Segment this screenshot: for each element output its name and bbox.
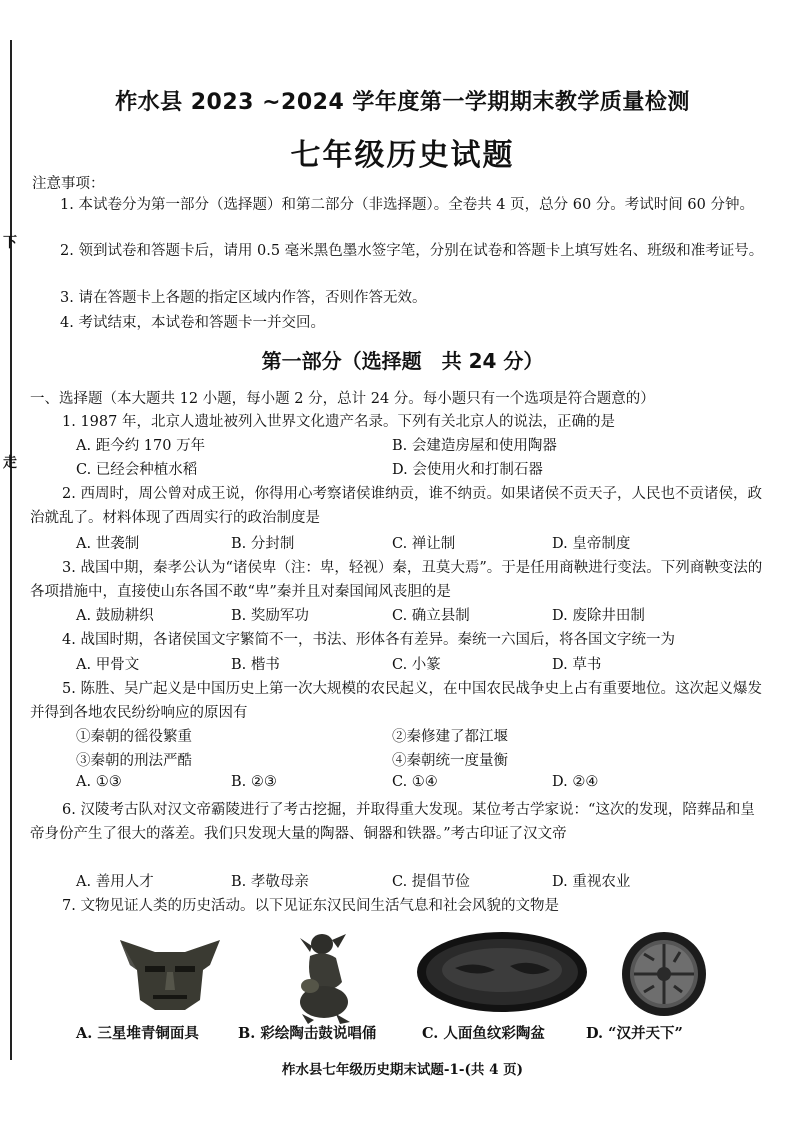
- q1-option-b[interactable]: B. 会建造房屋和使用陶器: [392, 438, 557, 454]
- section-heading: 一、选择题（本大题共 12 小题，每小题 2 分，总计 24 分。每小题只有一个选项是符合题意的）: [30, 391, 655, 407]
- storyteller-figurine-icon: [280, 930, 370, 1025]
- q6-option-c[interactable]: C. 提倡节俭: [392, 874, 470, 890]
- q4-option-b[interactable]: B. 楷书: [231, 657, 280, 673]
- pottery-basin-icon: [415, 930, 590, 1015]
- q3-option-d[interactable]: D. 废除井田制: [552, 608, 645, 624]
- q5-statement-1: ①秦朝的徭役繁重: [76, 729, 192, 745]
- q5-option-b[interactable]: B. ②③: [231, 774, 277, 790]
- q1-option-d[interactable]: D. 会使用火和打制石器: [392, 462, 543, 478]
- page-footer: 柞水县七年级历史期末试题-1-(共 4 页): [281, 1062, 524, 1078]
- q6-option-a[interactable]: A. 善用人才: [76, 874, 154, 890]
- q6-option-b[interactable]: B. 孝敬母亲: [231, 874, 309, 890]
- q3-option-c[interactable]: C. 确立县制: [392, 608, 470, 624]
- exam-subtitle: 七年级历史试题: [290, 138, 515, 173]
- question-7-stem: 7. 文物见证人类的历史活动。以下见证东汉民间生活气息和社会风貌的文物是: [62, 898, 559, 914]
- q5-statement-3: ③秦朝的刑法严酷: [76, 753, 192, 769]
- bronze-mask-icon: [115, 930, 225, 1015]
- question-2-stem: 2. 西周时，周公曾对成王说，你得用心考察诸侯谁纳贡，谁不纳贡。如果诸侯不贡天子，人民也不贡诸侯，政治就乱了。材料体现了西周实行的政治制度是: [30, 486, 762, 526]
- q7-option-b[interactable]: B. 彩绘陶击鼓说唱俑: [238, 1025, 377, 1042]
- question-3-stem: 3. 战国中期，秦孝公认为“诸侯卑（注：卑，轻视）秦，丑莫大焉”。于是任用商鞅进行变法。下列商鞅变法的各项措施中，直接使山东各国不敢“卑”秦并且对秦国闻风丧胆的是: [30, 560, 763, 600]
- q6-option-d[interactable]: D. 重视农业: [552, 874, 631, 890]
- q2-option-a[interactable]: A. 世袭制: [76, 536, 140, 552]
- q2-option-d[interactable]: D. 皇帝制度: [552, 536, 631, 552]
- q4-option-a[interactable]: A. 甲骨文: [76, 657, 140, 673]
- q3-option-a[interactable]: A. 鼓励耕织: [76, 608, 154, 624]
- q4-option-d[interactable]: D. 草书: [552, 657, 602, 673]
- question-5-stem: 5. 陈胜、吴广起义是中国历史上第一次大规模的农民起义，在中国农民战争史上占有重要地位。这次起义爆发并得到各地农民纷纷响应的原因有: [30, 681, 762, 721]
- q7-option-a[interactable]: A. 三星堆青铜面具: [76, 1025, 199, 1042]
- question-6-stem: 6. 汉陵考古队对汉文帝霸陵进行了考古挖掘，并取得重大发现。某位考古学家说：“这次的发现，陪葬品和皇帝身份产生了很大的落差。我们只发现大量的陶器、铜器和铁器。”考古印证了汉文帝: [30, 802, 755, 842]
- q2-option-b[interactable]: B. 分封制: [231, 536, 295, 552]
- q7-option-d[interactable]: D. “汉并天下”: [586, 1025, 683, 1042]
- q5-option-d[interactable]: D. ②④: [552, 774, 599, 790]
- q1-option-a[interactable]: A. 距今约 170 万年: [76, 438, 206, 454]
- question-4-stem: 4. 战国时期，各诸侯国文字繁简不一，书法、形体各有差异。秦统一六国后，将各国文字统一为: [62, 632, 675, 648]
- q4-option-c[interactable]: C. 小篆: [392, 657, 441, 673]
- q7-option-c[interactable]: C. 人面鱼纹彩陶盆: [422, 1025, 545, 1042]
- q3-option-b[interactable]: B. 奖励军功: [231, 608, 309, 624]
- notice-item-4: 4. 考试结束，本试卷和答题卡一并交回。: [60, 315, 325, 331]
- q1-option-c[interactable]: C. 已经会种植水稻: [76, 462, 198, 478]
- notice-heading: 注意事项：: [32, 176, 105, 192]
- part1-heading: 第一部分（选择题 共 24 分）: [261, 349, 544, 373]
- binding-line: [10, 40, 12, 1060]
- question-1-stem: 1. 1987 年，北京人遗址被列入世界文化遗产名录。下列有关北京人的说法，正确的是: [62, 414, 615, 430]
- q5-statement-2: ②秦修建了都江堰: [392, 729, 508, 745]
- notice-item-3: 3. 请在答题卡上各题的指定区域内作答，否则作答无效。: [60, 290, 427, 306]
- notice-item-2: 2. 领到试卷和答题卡后，请用 0.5 毫米黑色墨水签字笔，分别在试卷和答题卡上填写姓名、班级和准考证号。: [60, 243, 764, 259]
- q2-option-c[interactable]: C. 禅让制: [392, 536, 456, 552]
- exam-page: [30, 0, 775, 1123]
- q5-option-a[interactable]: A. ①③: [76, 774, 122, 790]
- exam-title: 柞水县 2023 ~2024 学年度第一学期期末教学质量检测: [115, 90, 690, 115]
- q5-option-c[interactable]: C. ①④: [392, 774, 438, 790]
- notice-item-1: 1. 本试卷分为第一部分（选择题）和第二部分（非选择题）。全卷共 4 页，总分 60 分。考试时间 60 分钟。: [60, 197, 754, 213]
- margin-mark-2: 走: [3, 455, 17, 471]
- q5-statement-4: ④秦朝统一度量衡: [392, 753, 508, 769]
- margin-mark-1: 下: [3, 235, 17, 251]
- tile-end-icon: [620, 930, 708, 1018]
